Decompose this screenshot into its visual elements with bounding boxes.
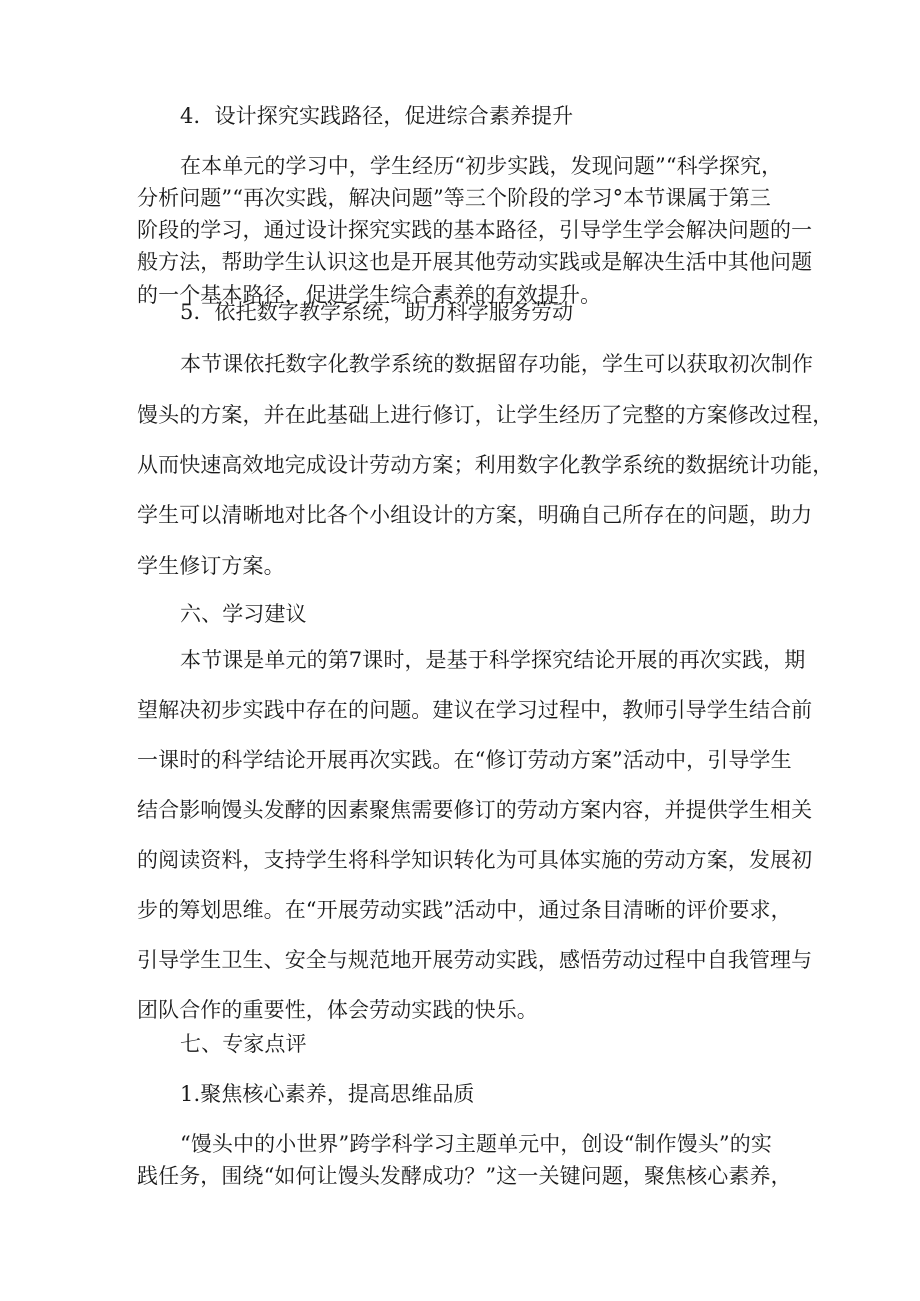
section6-line-7: 引导学生卫生、安全与规范地开展劳动实践，感悟劳动过程中自我管理与 (137, 948, 813, 972)
section4-line-3: 阶段的学习，通过设计探究实践的基本路径，引导学生学会解决问题的一 (137, 218, 813, 242)
section6-heading: 六、学习建议 (180, 602, 307, 626)
section4-line-5: 的一个基本路径，促进学生综合素养的有效提升。 (137, 283, 602, 307)
section7-subheading: 1.聚焦核心素养，提高思维品质 (180, 1082, 475, 1106)
section6-line-1: 本节课是单元的第7课时，是基于科学探究结论开展的再次实践，期 (180, 648, 806, 672)
section7-heading: 七、专家点评 (180, 1032, 307, 1056)
section4-line-4: 般方法，帮助学生认识这也是开展其他劳动实践或是解决生活中其他问题 (137, 250, 813, 274)
section5-line-1: 本节课依托数字化教学系统的数据留存功能，学生可以获取初次制作 (180, 352, 813, 376)
section6-line-6: 步的筹划思维。在“开展劳动实践”活动中，通过条目清晰的评价要求， (137, 898, 792, 922)
section6-line-3: 一课时的科学结论开展再次实践。在“修订劳动方案”活动中，引导学生 (137, 748, 792, 772)
section7-line-1: “馒头中的小世界”跨学科学习主题单元中，创设“制作馒头”的实 (180, 1132, 772, 1156)
section4-line-1: 在本单元的学习中，学生经历“初步实践，发现问题”“科学探究， (180, 154, 783, 178)
section5-line-2: 馒头的方案，并在此基础上进行修订，让学生经历了完整的方案修改过程， (137, 403, 834, 427)
section5-heading: 5．依托数字教学系统，助力科学服务劳动 (180, 300, 574, 324)
section6-line-2: 望解决初步实践中存在的问题。建议在学习过程中，教师引导学生结合前 (137, 698, 813, 722)
section5-line-4: 学生可以清晰地对比各个小组设计的方案，明确自己所存在的问题，助力 (137, 503, 813, 527)
section6-line-4: 结合影响馒头发酵的因素聚焦需要修订的劳动方案内容，并提供学生相关 (137, 798, 813, 822)
section4-line-2: 分析问题”“再次实践，解决问题”等三个阶段的学习°本节课属于第三 (137, 186, 771, 210)
section5-line-3: 从而快速高效地完成设计劳动方案；利用数字化教学系统的数据统计功能， (137, 453, 834, 477)
section4-heading: 4．设计探究实践路径，促进综合素养提升 (180, 104, 574, 128)
section6-line-5: 的阅读资料，支持学生将科学知识转化为可具体实施的劳动方案，发展初 (137, 848, 813, 872)
section7-line-2: 践任务，围绕“如何让馒头发酵成功？”这一关键问题，聚焦核心素养， (137, 1164, 792, 1188)
section6-line-8: 团队合作的重要性，体会劳动实践的快乐。 (137, 998, 538, 1022)
section5-line-5: 学生修订方案。 (137, 554, 285, 578)
